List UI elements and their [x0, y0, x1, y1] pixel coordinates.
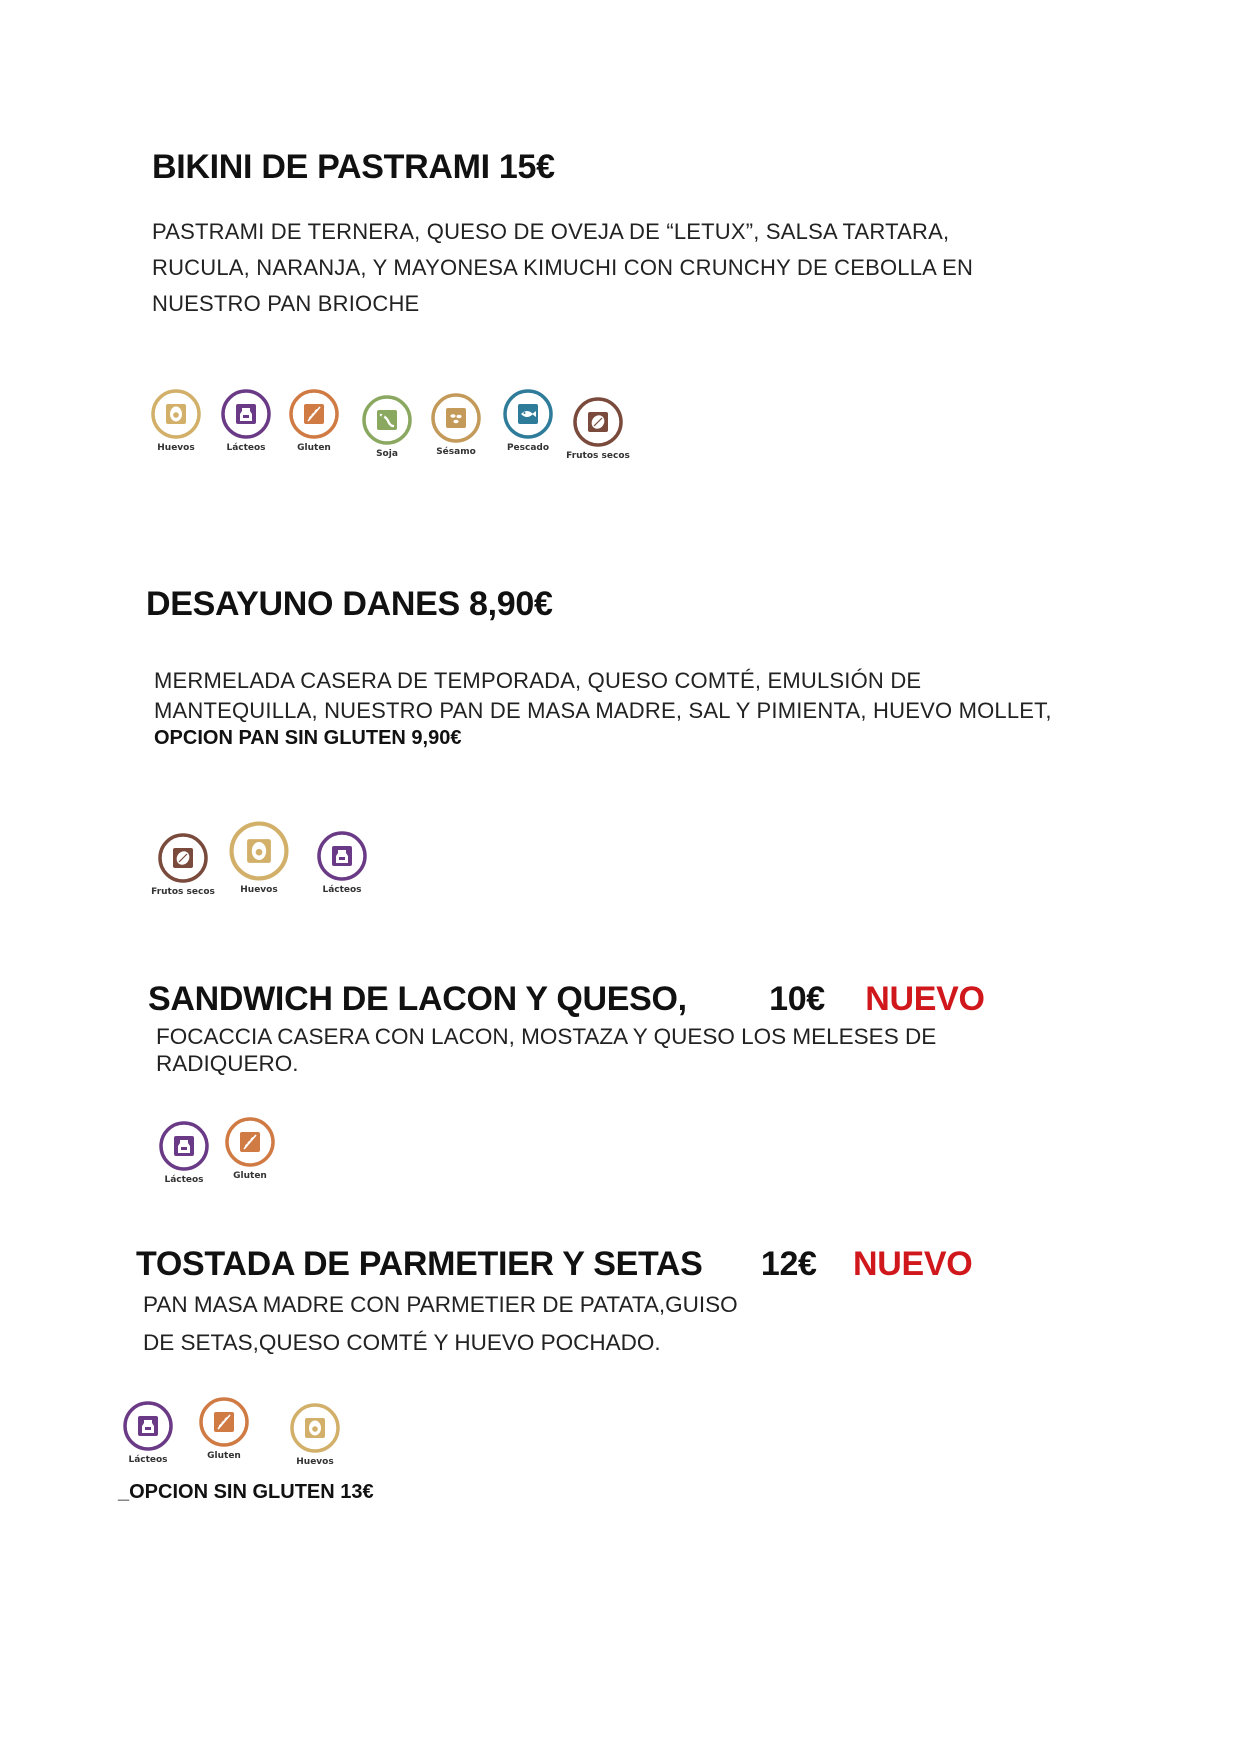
desc-line: MERMELADA CASERA DE TEMPORADA, QUESO COMTÉ, EMULSIÓN DE [154, 668, 922, 693]
item-price: 10€ [769, 980, 825, 1018]
fish-icon [502, 388, 554, 440]
allergen-wheat [278, 388, 350, 453]
allergen-milk [210, 388, 282, 453]
allergen-egg [279, 1402, 351, 1467]
allergen-label: Lácteos [322, 885, 362, 895]
milk-icon [220, 388, 272, 440]
allergen-label: Frutos secos [566, 451, 630, 461]
allergen-label: Lácteos [226, 443, 266, 453]
item-title-row [148, 980, 985, 1019]
new-badge: NUEVO [852, 1245, 973, 1283]
allergen-milk [306, 830, 378, 895]
allergen-label: Huevos [240, 885, 278, 895]
item-title: BIKINI DE PASTRAMI 15€ [152, 148, 555, 186]
allergen-label: Gluten [233, 1171, 267, 1181]
desc-line: RADIQUERO. [156, 1051, 299, 1076]
allergen-egg [140, 388, 212, 453]
allergen-label: Pescado [506, 443, 550, 453]
milk-icon [158, 1120, 210, 1172]
allergen-sesame [420, 392, 492, 457]
item-price: 12€ [760, 1245, 817, 1283]
allergen-label: Soja [376, 449, 398, 459]
allergen-nut [562, 396, 634, 461]
desc-line: NUESTRO PAN BRIOCHE [152, 291, 420, 316]
allergen-soy [351, 394, 423, 459]
wheat-icon [288, 388, 340, 440]
new-badge: NUEVO [865, 980, 985, 1018]
allergen-wheat [214, 1116, 286, 1181]
item-description [152, 214, 1032, 322]
allergen-label: Frutos secos [151, 887, 215, 897]
desc-line: RUCULA, NARANJA, Y MAYONESA KIMUCHI CON CRUNCHY DE CEBOLLA EN [152, 255, 974, 280]
wheat-icon [198, 1396, 250, 1448]
milk-icon [316, 830, 368, 882]
allergen-egg [223, 820, 295, 895]
allergen-wheat [188, 1396, 260, 1461]
gluten-free-option: _OPCION SIN GLUTEN 13€ [118, 1481, 374, 1503]
item-title: TOSTADA DE PARMETIER Y SETAS [136, 1245, 703, 1283]
desc-line: DE SETAS,QUESO COMTÉ Y HUEVO POCHADO. [143, 1330, 661, 1355]
allergen-fish [492, 388, 564, 453]
allergen-nut [147, 832, 219, 897]
egg-icon [228, 820, 290, 882]
item-title: SANDWICH DE LACON Y QUESO, [148, 980, 687, 1018]
desc-line: MANTEQUILLA, NUESTRO PAN DE MASA MADRE, SAL Y PIMIENTA, HUEVO MOLLET, [154, 698, 1052, 723]
item-title-row [136, 1245, 972, 1284]
allergen-milk [148, 1120, 220, 1185]
soy-icon [361, 394, 413, 446]
allergen-label: Huevos [157, 443, 195, 453]
allergen-label: Gluten [297, 443, 331, 453]
nut-icon [157, 832, 209, 884]
desc-line: FOCACCIA CASERA CON LACON, MOSTAZA Y QUESO LOS MELESES DE [156, 1024, 937, 1049]
nut-icon [572, 396, 624, 448]
allergen-label: Lácteos [128, 1455, 168, 1465]
gluten-free-option: OPCION PAN SIN GLUTEN 9,90€ [154, 727, 462, 749]
allergen-label: Sésamo [436, 447, 476, 457]
item-description [143, 1286, 943, 1362]
wheat-icon [224, 1116, 276, 1168]
allergen-label: Gluten [207, 1451, 241, 1461]
milk-icon [122, 1400, 174, 1452]
desc-line: PASTRAMI DE TERNERA, QUESO DE OVEJA DE “LETUX”, SALSA TARTARA, [152, 219, 950, 244]
allergen-milk [112, 1400, 184, 1465]
desc-line: PAN MASA MADRE CON PARMETIER DE PATATA,GUISO [143, 1292, 738, 1317]
item-description [156, 1023, 1056, 1077]
egg-icon [289, 1402, 341, 1454]
item-description [154, 666, 1094, 726]
item-title: DESAYUNO DANES 8,90€ [146, 585, 553, 623]
egg-icon [150, 388, 202, 440]
allergen-label: Lácteos [164, 1175, 204, 1185]
sesame-icon [430, 392, 482, 444]
allergen-label: Huevos [296, 1457, 334, 1467]
